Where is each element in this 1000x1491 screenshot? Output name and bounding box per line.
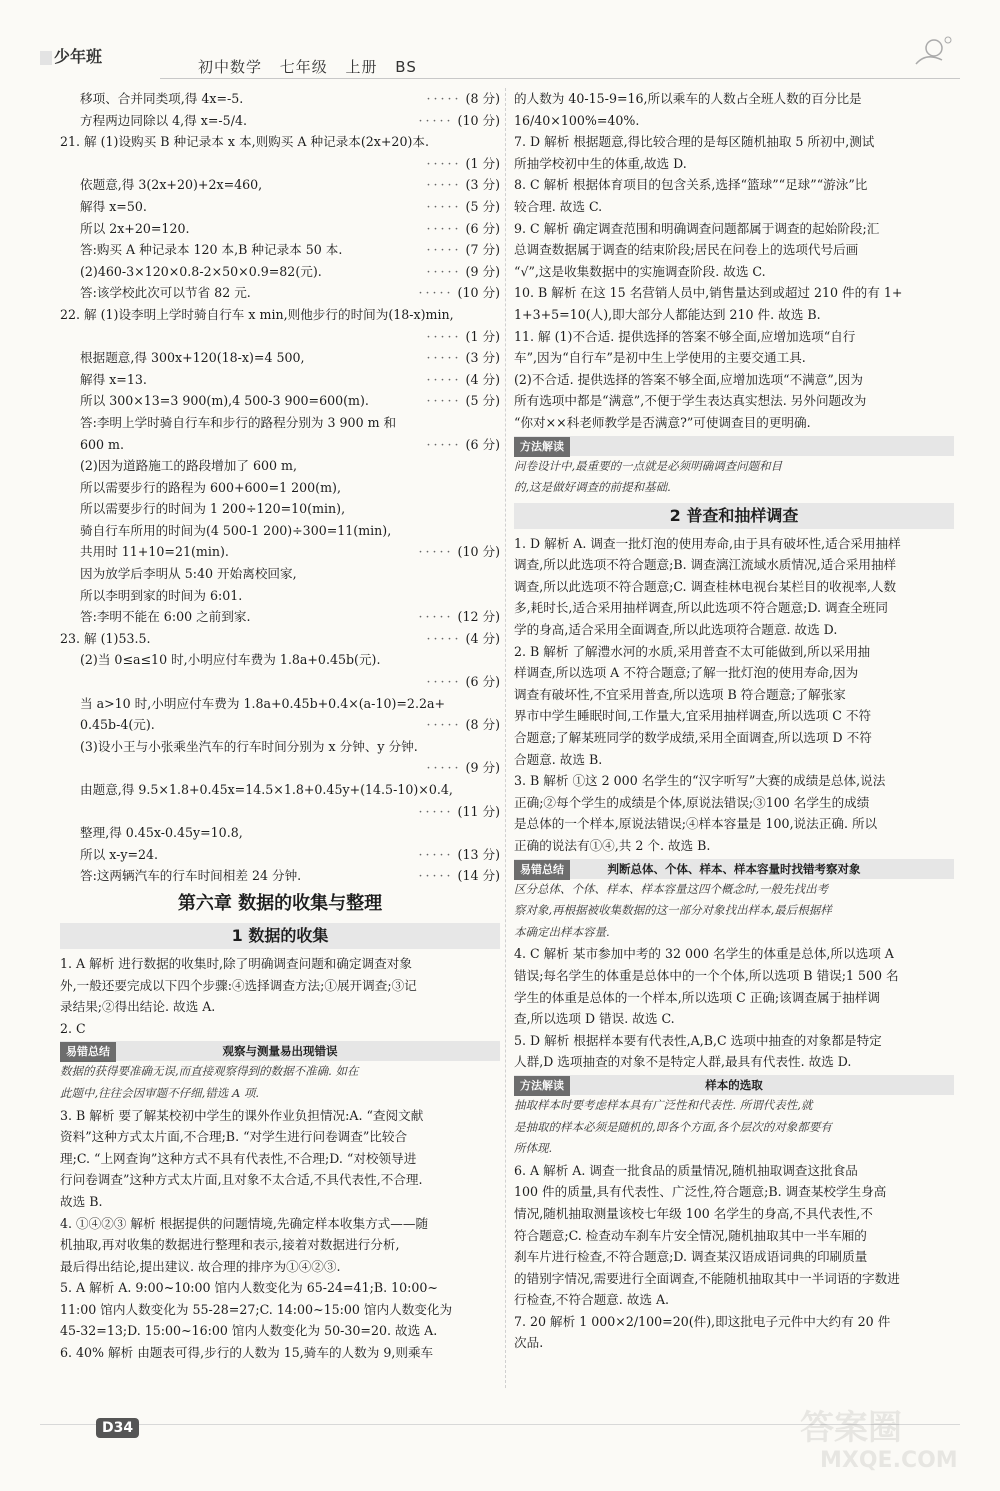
leader-dots: ·····	[418, 868, 454, 884]
answer-text: 整理,得 0.45x-0.45y=10.8,	[80, 825, 243, 841]
answer-text: 所以李明到家的时间为 6:01.	[80, 587, 243, 603]
answer-text: 因为放学后李明从 5:40 开始离校回家,	[80, 566, 297, 582]
score-label: ····· (12 分)	[417, 606, 500, 628]
leader-dots: ·····	[426, 371, 462, 387]
leader-dots: ·····	[426, 220, 462, 236]
summary-box-label: 方法解读	[514, 1076, 570, 1096]
answer-text: 所以 x-y=24.	[80, 846, 159, 862]
text-line: 11. 解 (1)不合适. 提供选择的答案不够全面,应增加选项“自行	[514, 328, 856, 344]
answer-line	[60, 390, 500, 412]
summary-box-line: 区分总体、个体、样本、样本容量这四个概念时,一般先找出考	[514, 881, 829, 896]
text-line: 45-32=13;D. 15:00~16:00 馆内人数变化为 50-30=20. 故选 A.	[60, 1323, 438, 1339]
summary-box-line: 的,这是做好调查的前提和基础.	[514, 480, 671, 495]
score-label: ····· (3 分)	[425, 174, 500, 196]
answer-text: 600 m.	[80, 436, 124, 452]
leader-dots: ·····	[418, 544, 454, 560]
answer-line	[60, 801, 500, 823]
text-line: 正确的说法有①④,共 2 个. 故选 B.	[514, 838, 711, 853]
answer-text: (2)当 0≤a≤10 时,小明应付车费为 1.8a+0.45b(元).	[80, 652, 381, 668]
answer-line	[60, 606, 500, 628]
answer-line	[60, 347, 500, 369]
answer-line	[60, 757, 500, 779]
answer-text: (2)因为道路施工的路段增加了 600 m,	[80, 458, 297, 474]
text-line: 8. C 解析 根据体育项目的包含关系,选择“篮球”“足球”“游泳”比	[514, 177, 868, 193]
score-label: ····· (3 分)	[425, 347, 500, 369]
text-line: 学生的体重是总体的一个样本,所以选项 C 正确;该调查属于抽样调	[514, 989, 880, 1005]
text-line: 的人数为 40-15-9=16,所以乘车的人数占全班人数的百分比是	[514, 91, 862, 106]
text-line: 7. 20 解析 1 000×2/100=20(件),即这批电子元件中大约有 20 件	[514, 1313, 891, 1329]
summary-box-line: 是抽取的样本必须是随机的,即各个方面,各个层次的对象都要有	[514, 1119, 832, 1134]
text-line: 3. B 解析 要了解某校初中学生的课外作业负担情况:A. “查阅文献	[60, 1107, 424, 1123]
summary-box-title: 判断总体、个体、样本、样本容量时找错考察对象	[607, 861, 861, 876]
answer-line	[60, 455, 500, 477]
summary-box-title: 观察与测量易出现错误	[222, 1044, 338, 1059]
leader-dots: ·····	[426, 393, 462, 409]
leader-dots: ·····	[426, 263, 462, 279]
right-column	[514, 88, 954, 1354]
text-line: 3. B 解析 ①这 2 000 名学生的“汉字听写”大赛的成绩是总体,说法	[514, 773, 886, 789]
leader-dots: ·····	[418, 285, 454, 301]
score-label: ····· (8 分)	[425, 714, 500, 736]
text-line: 资料”这种方式太片面,不合理;B. “对学生进行问卷调查”比较合	[60, 1129, 408, 1145]
text-line: 合题意;了解某班同学的数学成绩,采用全面调查,所以选项 D 不符	[514, 730, 872, 746]
leader-dots: ·····	[418, 609, 454, 625]
text-line: (2)不合适. 提供选择的答案不够全面,应增加选项“不满意”,因为	[514, 371, 863, 387]
left-column	[60, 88, 500, 1364]
answer-line	[60, 110, 500, 132]
answer-line	[60, 434, 500, 456]
text-line: 界市中学生睡眠时间,工作量大,宜采用抽样调查,所以选项 C 不符	[514, 708, 872, 724]
text-line: 的错别字情况,需要进行全面调查,不能随机抽取其中一半词语的字数进	[514, 1270, 900, 1286]
answer-line	[60, 585, 500, 607]
summary-box-header	[514, 1075, 954, 1095]
watermark-site: MXQE.COM	[820, 1448, 958, 1473]
text-line: 调查有破坏性,不宜采用普查,所以选项 B 符合题意;了解张家	[514, 686, 846, 702]
score-label: ····· (4 分)	[425, 369, 500, 391]
score-label: ····· (13 分)	[417, 844, 500, 866]
answer-line	[60, 498, 500, 520]
leader-dots: ·····	[426, 674, 462, 690]
leader-dots: ·····	[426, 155, 462, 171]
text-line: 所有选项中都是“满意”,不便于学生表达真实想法. 另外问题改为	[514, 393, 867, 409]
text-line: 所抽学校初中生的体重,故选 D.	[514, 155, 687, 171]
text-line: 行问卷调查”这种方式太片面,且对象不太合适,不具代表性,不合理.	[60, 1172, 423, 1188]
leader-dots: ·····	[426, 198, 462, 214]
summary-box-line: 所体现.	[514, 1141, 553, 1156]
text-line: 总调查数据属于调查的结束阶段;居民在问卷上的选项代号后画	[514, 242, 859, 258]
answer-text: 解得 x=50.	[80, 198, 147, 214]
text-line: 合题意. 故选 B.	[514, 751, 603, 767]
brand-logo: 少年班	[40, 44, 102, 67]
answer-line	[60, 865, 500, 887]
answer-text: 依题意,得 3(2x+20)+2x=460,	[80, 177, 263, 193]
answer-line	[60, 239, 500, 261]
text-line: 1. A 解析 进行数据的收集时,除了明确调查问题和确定调查对象	[60, 955, 412, 971]
text-line: 1+3+5=10(人),即大部分人都能达到 210 件. 故选 B.	[514, 306, 821, 322]
score-label: ····· (10 分)	[417, 541, 500, 563]
leader-dots: ·····	[426, 177, 462, 193]
text-line: 7. D 解析 根据题意,得比较合理的是每区随机抽取 5 所初中,测试	[514, 134, 875, 150]
answer-text: 答:该学校此次可以节省 82 元.	[80, 285, 251, 301]
score-label: ····· (5 分)	[425, 390, 500, 412]
text-line: 调查,所以此选项不符合题意;B. 调查漓江流域水质情况,适合采用抽样	[514, 557, 897, 573]
summary-box-line: 察对象,再根据被收集数据的这一部分对象找出样本,最后根据样	[514, 903, 832, 918]
leader-dots: ·····	[426, 717, 462, 733]
text-line: 调查,所以此选项不符合题意;C. 调查桂林电视台某栏目的收视率,人数	[514, 578, 897, 594]
text-line: 录结果;②得出结论. 故选 A.	[60, 999, 216, 1015]
answer-line	[60, 218, 500, 240]
answer-line	[60, 563, 500, 585]
score-label: ····· (14 分)	[417, 865, 500, 887]
answer-line	[60, 412, 500, 434]
summary-box-header	[514, 859, 954, 879]
text-line: 车”,因为“自行车”是初中生上学使用的主要交通工具.	[514, 350, 806, 366]
answer-line	[60, 844, 500, 866]
text-line: 10. B 解析 在这 15 名营销人员中,销售量达到或超过 210 件的有 1+	[514, 285, 903, 301]
answer-text: 答:李明不能在 6:00 之前到家.	[80, 609, 251, 625]
text-line: 多,耗时长,适合采用抽样调查,所以此选项不符合题意;D. 调查全班同	[514, 600, 888, 616]
answer-line	[60, 822, 500, 844]
answer-text: 骑自行车所用的时间为(4 500-1 200)÷300=11(min),	[80, 522, 392, 538]
answer-text: 所以 2x+20=120.	[80, 220, 190, 236]
summary-box-line: 此题中,往往会因审题不仔细,错选 A 项.	[60, 1085, 260, 1100]
summary-box-label: 易错总结	[60, 1042, 116, 1062]
score-label: ····· (6 分)	[425, 218, 500, 240]
text-line: 错误;每名学生的体重是总体中的一个个体,所以选项 B 错误;1 500 名	[514, 967, 899, 983]
answer-text: 23. 解 (1)53.5.	[60, 630, 151, 646]
answer-text: 由题意,得 9.5×1.8+0.45x=14.5×1.8+0.45y+(14.5-10)×0.4,	[80, 782, 453, 797]
score-label: ····· (10 分)	[417, 110, 500, 132]
answer-line	[60, 153, 500, 175]
answer-line	[60, 369, 500, 391]
answer-line	[60, 196, 500, 218]
text-line: 11:00 馆内人数变化为 55-28=27;C. 14:00~15:00 馆内人数变化为	[60, 1301, 453, 1317]
text-line: 6. A 解析 A. 调查一批食品的质量情况,随机抽取调查这批食品	[514, 1162, 858, 1178]
leader-dots: ·····	[426, 630, 462, 646]
score-label: ····· (5 分)	[425, 196, 500, 218]
text-line: 100 件的质量,具有代表性、广泛性,符合题意;B. 调查某校学生身高	[514, 1184, 887, 1200]
leader-dots: ·····	[426, 760, 462, 776]
answer-line	[60, 282, 500, 304]
leader-dots: ·····	[418, 846, 454, 862]
answer-text: 0.45b-4(元).	[80, 717, 155, 733]
summary-box-label: 方法解读	[514, 437, 570, 457]
answer-text: 答:这两辆汽车的行车时间相差 24 分钟.	[80, 868, 302, 884]
text-line: 刹车片进行检查,不符合题意;D. 调查某汉语成语词典的印刷质量	[514, 1249, 868, 1265]
text-line: 16/40×100%=40%.	[514, 112, 640, 128]
answer-text: 22. 解 (1)设李明上学时骑自行车 x min,则他步行的时间为(18-x)min,	[60, 306, 454, 322]
section-title: 1 数据的收集	[60, 923, 500, 949]
header-rule	[160, 78, 960, 79]
summary-box-line: 问卷设计中,最重要的一点就是必须明确调查问题和目	[514, 458, 783, 473]
answer-text: 当 a>10 时,小明应付车费为 1.8a+0.45b+0.4×(a-10)=2.2a+	[80, 695, 446, 711]
answer-text: 答:李明上学时骑自行车和步行的路程分别为 3 900 m 和	[80, 414, 397, 430]
leader-dots: ·····	[426, 91, 462, 106]
score-label: ····· (9 分)	[425, 261, 500, 283]
watermark-logo: 答案圈	[800, 1408, 902, 1448]
text-line: “√”,这是收集数据中的实施调查阶段. 故选 C.	[514, 263, 766, 279]
text-line: 符合题意;C. 检查动车刹车片安全情况,随机抽取其中一半车厢的	[514, 1227, 867, 1243]
text-line: 4. ①④②③ 解析 根据提供的问题情境,先确定样本收集方式——随	[60, 1215, 429, 1231]
answer-text: 所以需要步行的时间为 1 200÷120=10(min),	[80, 501, 346, 517]
answer-text: 根据题意,得 300x+120(18-x)=4 500,	[80, 350, 305, 366]
answer-text: 解得 x=13.	[80, 371, 147, 387]
text-line: 是总体的一个样本,原说法错误;④样本容量是 100,说法正确. 所以	[514, 816, 878, 832]
text-line: 情况,随机抽取测量该校七年级 100 名学生的身高,不具代表性,不	[514, 1205, 873, 1221]
section-title: 2 普查和抽样调查	[514, 503, 954, 529]
answer-text: 方程两边同除以 4,得 x=-5/4.	[80, 112, 247, 128]
score-label: ····· (11 分)	[417, 801, 500, 823]
text-line: 外,一般还要完成以下四个步骤:④选择调查方法;①展开调查;③记	[60, 977, 417, 993]
summary-box-label: 易错总结	[514, 860, 570, 880]
text-line: 最后得出结论,提出建议. 故合理的排序为①④②③.	[60, 1258, 341, 1274]
cartoon-decoration-icon	[896, 30, 956, 70]
answer-line	[60, 261, 500, 283]
text-line: “你对××科老师教学是否满意?”可使调查目的更明确.	[514, 414, 811, 430]
leader-dots: ·····	[426, 350, 462, 366]
text-line: 次品.	[514, 1335, 544, 1351]
answer-line	[60, 541, 500, 563]
text-line: 理;C. “上网查询”这种方式不具有代表性,不合理;D. “对校领导进	[60, 1150, 417, 1166]
leader-dots: ·····	[426, 328, 462, 344]
answer-line	[60, 88, 500, 110]
leader-dots: ·····	[426, 436, 462, 452]
summary-box-header	[514, 436, 954, 456]
answer-text: (3)设小王与小张乘坐汽车的行车时间分别为 x 分钟、y 分钟.	[80, 738, 418, 754]
leader-dots: ·····	[426, 242, 462, 258]
text-line: 9. C 解析 确定调查范围和明确调查问题都属于调查的起始阶段;汇	[514, 220, 880, 236]
answer-line	[60, 693, 500, 715]
answer-line	[60, 326, 500, 348]
text-line: 查,所以选项 D 错误. 故选 C.	[514, 1011, 675, 1027]
text-line: 正确;②每个学生的成绩是个体,原说法错误;③100 名学生的成绩	[514, 794, 870, 810]
score-label: ····· (6 分)	[425, 671, 500, 693]
answer-text: 答:购买 A 种记录本 120 本,B 种记录本 50 本.	[80, 242, 343, 258]
answer-line	[60, 131, 500, 153]
column-divider	[505, 88, 506, 1388]
text-line: 2. C	[60, 1020, 86, 1036]
page-header-subject: 初中数学 七年级 上册 BS	[198, 58, 417, 76]
text-line: 较合理. 故选 C.	[514, 198, 603, 214]
answer-text: (2)460-3×120×0.8-2×50×0.9=82(元).	[80, 263, 322, 279]
answer-line	[60, 628, 500, 650]
answer-text: 所以 300×13=3 900(m),4 500-3 900=600(m).	[80, 393, 369, 409]
text-line: 样调查,所以选项 A 不符合题意;了解一批灯泡的使用寿命,因为	[514, 665, 859, 681]
score-label: ····· (8 分)	[425, 88, 500, 110]
text-line: 人群,D 选项抽查的对象不是特定人群,最具有代表性. 故选 D.	[514, 1054, 852, 1070]
answer-text: 所以需要步行的路程为 600+600=1 200(m),	[80, 479, 341, 495]
summary-box-line: 数据的获得要准确无误,而直接观察得到的数据不准确. 如在	[60, 1064, 359, 1079]
text-line: 故选 B.	[60, 1193, 103, 1209]
answer-line	[60, 714, 500, 736]
answer-text: 移项、合并同类项,得 4x=-5.	[80, 91, 244, 106]
summary-box-header	[60, 1041, 500, 1061]
answer-line	[60, 304, 500, 326]
score-label: ····· (7 分)	[425, 239, 500, 261]
page-number: D34	[96, 1418, 139, 1438]
text-line: 行检查,不符合题意. 故选 A.	[514, 1292, 670, 1308]
text-line: 机抽取,再对收集的数据进行整理和表示,接着对数据进行分析,	[60, 1237, 400, 1253]
text-line: 2. B 解析 了解澧水河的水质,采用普查不太可能做到,所以采用抽	[514, 643, 871, 659]
score-label: ····· (4 分)	[425, 628, 500, 650]
text-line: 5. D 解析 根据样本要有代表性,A,B,C 选项中抽查的对象都是特定	[514, 1032, 882, 1048]
score-label: ····· (10 分)	[417, 282, 500, 304]
leader-dots: ·····	[418, 803, 454, 819]
chapter-title: 第六章 数据的收集与整理	[177, 892, 383, 914]
leader-dots: ·····	[418, 112, 454, 128]
answer-line	[60, 520, 500, 542]
answer-line	[60, 477, 500, 499]
text-line: 4. C 解析 某市参加中考的 32 000 名学生的体重是总体,所以选项 A	[514, 946, 894, 962]
text-line: 5. A 解析 A. 9:00~10:00 馆内人数变化为 65-24=41;B. 10:00~	[60, 1280, 438, 1296]
answer-line	[60, 671, 500, 693]
score-label: ····· (1 分)	[425, 153, 500, 175]
summary-box-title: 样本的选取	[705, 1077, 763, 1092]
summary-box-line: 抽取样本时要考虑样本具有广泛性和代表性. 所谓代表性,就	[514, 1097, 813, 1112]
answer-line	[60, 174, 500, 196]
answer-line	[60, 649, 500, 671]
answer-text: 共用时 11+10=21(min).	[80, 544, 229, 560]
text-line: 1. D 解析 A. 调查一批灯泡的使用寿命,由于具有破坏性,适合采用抽样	[514, 535, 901, 551]
text-line: 6. 40% 解析 由题表可得,步行的人数为 15,骑车的人数为 9,则乘车	[60, 1345, 434, 1361]
score-label: ····· (6 分)	[425, 434, 500, 456]
summary-box-line: 本确定出样本容量.	[514, 924, 610, 939]
score-label: ····· (1 分)	[425, 326, 500, 348]
answer-text: 21. 解 (1)设购买 B 种记录本 x 本,则购买 A 种记录本(2x+20)本.	[60, 134, 429, 150]
answer-line	[60, 736, 500, 758]
text-line: 学的身高,适合采用全面调查,所以此选项符合题意. 故选 D.	[514, 622, 838, 638]
answer-line	[60, 779, 500, 801]
score-label: ····· (9 分)	[425, 757, 500, 779]
